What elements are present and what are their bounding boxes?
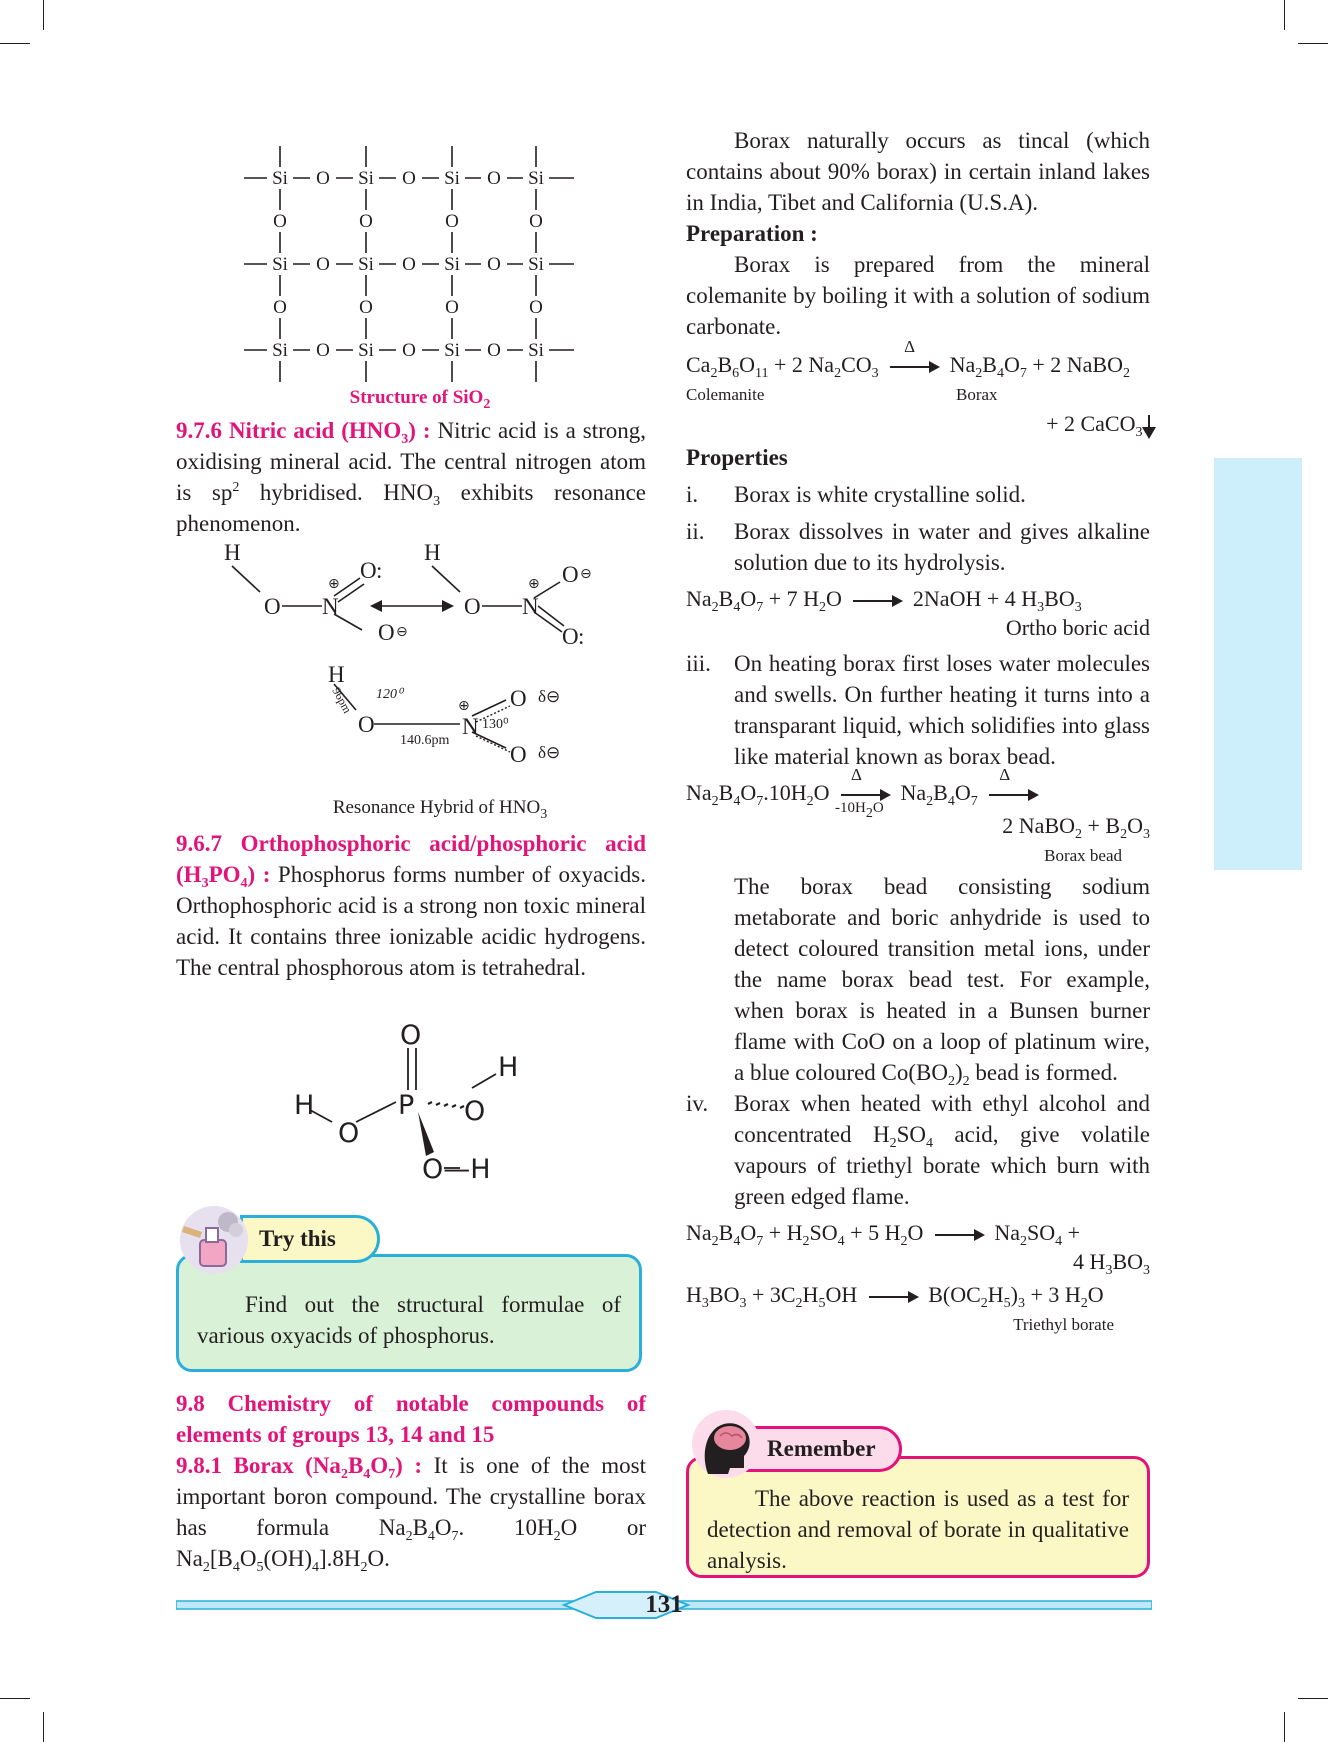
reaction-arrow-icon [989,794,1037,796]
try-this-box [176,1254,642,1372]
property-item [686,479,1150,510]
borax-text-6: [B [209,1546,233,1571]
eq-prep-reactants: $Ca_2B_6O_{11} + 2$ $Na_2CO_3$ [686,352,879,381]
sio2-atom-si: Si [528,168,544,189]
h3po4-atom-o-top: O [400,1020,422,1051]
sio2-atom-o: O [445,211,459,232]
sio2-atom-si: Si [358,168,374,189]
sio2-atom-o: O [402,168,416,189]
borax-bead-paragraph [686,871,1150,1088]
hno3-atom-h1: H [224,540,241,565]
section-98-heading: 9.8 Chemistry of notable compounds of elements of groups 13, 14 and 15 [176,1391,646,1447]
hybrid-atom-o2: O [510,686,527,711]
bead-text-3: bead is formed. [969,1060,1118,1085]
borax-text-10: O. [367,1546,390,1571]
hno3-atom-o4: O [464,594,481,619]
borax-t-s7: 5 [256,1560,264,1575]
borax-text-1: It is one of the most important boron compound. The crystalline borax has formula Na [176,1453,646,1540]
sio2-atom-o: O [359,297,373,318]
sio2-atom-si: Si [528,254,544,275]
preparation-labels [686,379,1150,404]
h3po4-atom-oh: O—H [422,1154,491,1182]
lab-experiment-icon [178,1204,250,1276]
sio2-atom-si: Si [444,254,460,275]
sio2-atom-si: Si [444,168,460,189]
preparation-caco3: + 2 CaCO$_3$ [686,409,1150,438]
p4-text-1: Borax when heated with ethyl alcohol and concentrated H [734,1091,1150,1147]
p4-sub-1: 2 [889,1136,897,1151]
hybrid-atom-o3: O [510,742,527,767]
borax-occurrence-text: Borax naturally occurs as tincal (which contains about 90% borax) in certain inland lakes in India, Tibet and California (U.S.A). [686,128,1150,215]
borax-heading-s3: 7 [388,1467,396,1482]
sio2-atom-si: Si [272,168,288,189]
remember-label: Remember [767,1436,876,1461]
precipitate-arrow-icon [1148,415,1150,437]
sio2-atom-si: Si [444,340,460,361]
property-text: Borax dissolves in water and gives alkaline solution due to its hydrolysis. [734,519,1150,575]
nitric-text-2: hybridised. HNO [239,480,434,505]
borax-t-s2: 4 [427,1529,435,1544]
ester-equation [686,1280,1150,1309]
phosphoric-section [176,828,646,983]
borax-text-4: . 10H [458,1515,554,1540]
sio2-atom-si: Si [358,340,374,361]
sio2-atom-o: O [487,340,501,361]
heating-products: 2 NaBO$_2$ + $B_2O_3$ [1002,813,1150,842]
nitric-heading-text: 9.7.6 Nitric acid (HNO [176,418,402,443]
borax-t-s5: 2 [202,1560,210,1575]
sio2-atom-si: Si [272,340,288,361]
hno3-atom-n1: N [322,594,339,619]
sio2-atom-o: O [316,254,330,275]
nitric-heading-end: ) : [408,418,431,443]
h3po4-atom-o-left: O [338,1118,360,1149]
eq-heat-delta-2: Δ [999,765,1011,784]
hybrid-delta-2: δ⊖ [538,743,561,762]
right-column [686,125,1150,1340]
p4-text-3: acid, give volatile vapours of triethyl borate which burn with green edged flame. [734,1122,1150,1209]
hybrid-bond-oh: 96pm [329,684,355,716]
hybrid-delta-1: δ⊖ [538,687,561,706]
borax-text-9: ].8H [319,1546,361,1571]
hybrid-angle-1: 120⁰ [376,687,403,702]
sio2-atom-o: O [273,297,287,318]
property-item [686,648,1150,772]
hybrid-atom-h: H [328,662,345,687]
reaction-arrow-icon [853,600,901,602]
borax-text-8: (OH) [263,1546,312,1571]
borax-text-3: O [434,1515,452,1540]
borax-text-5: O or Na [176,1515,646,1571]
nitric-text-1: Nitric acid is a strong, oxidising mineral acid. The central nitrogen atom is sp [176,418,646,505]
hno3-atom-o2: O [360,558,377,583]
sio2-atom-o: O [316,168,330,189]
eq-sulfate-reactants: $Na_2B_4O_7 + H_2SO_4 + 5$ $H_2O$ [686,1220,924,1249]
nitric-text-sup: 2 [232,480,240,495]
borax-t-s8: 4 [312,1560,319,1575]
hno3-atom-o1: O [264,594,281,619]
heating-equation [686,765,1150,821]
sio2-atom-o: O [529,211,543,232]
h3po4-structure-diagram [286,1016,546,1182]
eq-sulfate-product: $Na_2SO_4$ + [994,1220,1081,1249]
sio2-atom-o: O [402,340,416,361]
chapter-side-tab [1214,458,1302,870]
hno3-atom-n2: N [522,594,539,619]
crop-mark [1284,0,1285,30]
eq-heat-intermediate: $Na_2B_4O_7$ [900,780,978,809]
property-number: iii. [686,651,711,676]
borax-bead-label: Borax bead [1044,846,1122,865]
bead-text-1: The borax bead consisting sodium metaborate and boric anhydride is used to detect coloured transition metal ions, under the name borax bead test. For example, when borax is heated in a Bunsen burner flame with CoO on a loop of platinum wire, a blue coloured Co(BO [734,874,1150,1085]
phosphoric-heading-3: ) : [247,862,271,887]
ortho-boric-label: Ortho boric acid [1005,615,1150,640]
section-98 [176,1388,646,1574]
remember-text: The above reaction is used as a test for detection and removal of borate in qualitative analysis. [707,1486,1129,1573]
sulfate-products: 4 $H_3BO_3$ [1073,1249,1150,1278]
eq-hydrolysis-reactants: $Na_2B_4O_7 + 7$ $H_2O$ [686,586,842,615]
property-number: i. [686,482,699,507]
sio2-atom-si: Si [528,340,544,361]
sio2-atom-o: O [359,211,373,232]
bead-text-2: ) [954,1060,963,1085]
hybrid-atom-n: N [462,714,479,739]
preparation-heading: Preparation : [686,221,818,246]
crop-mark [0,1698,30,1699]
hno3-plus-charge-icon: ⊕ [328,576,340,592]
reaction-arrow-icon [935,1234,983,1236]
h3po4-atom-h-left: H [294,1090,315,1121]
brain-head-icon [690,1408,762,1480]
hybrid-bond-on: 140.6pm [400,733,450,748]
hybrid-atom-o1: O [358,712,375,737]
phosphoric-paragraph [176,828,646,983]
borax-heading [176,1453,423,1482]
hno3-atom-o5: O [562,562,579,587]
sio2-atom-o: O [487,168,501,189]
property-item [686,1088,1150,1212]
sio2-caption-text: Structure of SiO [349,387,484,408]
bead-sub-1: 2 [947,1074,955,1089]
crop-mark [1298,1698,1328,1699]
label-borax: Borax [956,385,998,404]
eq-hydrolysis-products: 2NaOH + 4 $H_3BO_3$ [912,586,1082,615]
hydrolysis-equation [686,584,1150,613]
hno3-resonance-diagram [210,536,630,656]
borax-t-s9: 2 [360,1560,368,1575]
crop-mark [1284,1712,1285,1742]
sio2-atom-o: O [529,297,543,318]
triethyl-borate-label: Triethyl borate [1013,1315,1114,1334]
eq-ester-reactants: $H_3BO_3 + 3C_2H_5OH$ [686,1282,858,1311]
nitric-acid-paragraph [176,415,646,539]
hybrid-caption-sub: 3 [540,807,548,822]
eq-prep-delta: Δ [904,337,916,356]
hno3-atom-o6: O [562,624,579,649]
hno3-plus-charge-icon: ⊕ [528,576,540,592]
sio2-caption [300,386,540,410]
eq-heat-delta-1: Δ [851,765,862,784]
p4-sub-2: 4 [925,1136,933,1151]
label-colemanite: Colemanite [686,385,765,404]
property-text: Borax is white crystalline solid. [734,482,1026,507]
eq-caco3-text: + 2 CaCO [1046,411,1136,436]
eq-heat-reactant: $Na_2B_4O_7.10H_2O$ [686,780,830,809]
sio2-atom-o: O [445,297,459,318]
phosphoric-text: Phosphorus forms number of oxyacids. Orthophosphoric acid is a strong non toxic mineral acid. It contains three ionizable acidic hydrogens. The central phosphorous atom is tetrahedral. [176,862,646,980]
sulfate-equation [686,1218,1150,1247]
try-this-text: Find out the structural formulae of various oxyacids of phosphorus. [197,1292,621,1348]
phosphoric-heading-sub-1: 3 [201,876,209,891]
p4-text-2: SO [896,1122,926,1147]
eq-prep-products: $Na_2B_4O_7 + 2$ NaBO$_2$ [949,352,1130,381]
h3po4-atom-o-right: O [464,1096,486,1127]
property-number: ii. [686,519,705,544]
preparation-equation [686,337,1150,381]
borax-t-s4: 2 [553,1529,561,1544]
sio2-atom-o: O [487,254,501,275]
hybrid-plus-charge-icon: ⊕ [458,698,470,714]
borax-text-2: B [412,1515,428,1540]
properties-heading: Properties [686,445,788,470]
property-number: iv. [686,1091,709,1116]
borax-heading-s2: 4 [363,1467,371,1482]
crop-mark [0,43,30,44]
sio2-atom-o: O [402,254,416,275]
borax-heading-2: B [347,1453,364,1478]
nitric-text-sub: 3 [433,494,441,509]
borax-heading-3: O [370,1453,389,1478]
borax-t-s1: 2 [405,1529,413,1544]
crop-mark [1298,43,1328,44]
borax-heading-1: 9.8.1 Borax (Na [176,1453,341,1478]
hno3-hybrid-diagram [320,662,580,772]
borax-heading-s1: 2 [340,1467,348,1482]
sio2-atom-o: O [316,340,330,361]
property-item [686,516,1150,578]
borax-intro-paragraph [176,1450,646,1574]
borax-text-7: O [239,1546,257,1571]
try-this-tab [240,1215,380,1263]
phosphoric-heading-2: PO [208,862,241,887]
remember-tab [746,1426,902,1472]
property-text [734,1088,1150,1212]
h3po4-atom-p: P [398,1090,415,1121]
sio2-structure-diagram [240,140,580,392]
nitric-acid-heading [176,418,431,447]
hno3-atom-h2: H [424,540,441,565]
borax-t-s6: 4 [232,1560,240,1575]
crop-mark [43,1712,44,1742]
sio2-atom-si: Si [358,254,374,275]
hybrid-caption-text: Resonance Hybrid of HNO [332,797,541,818]
sio2-caption-sub: 2 [483,397,491,412]
property-text: On heating borax first loses water molecules and swells. On further heating it turns into a transparant liquid, which solidifies into glass like material known as borax bead. [734,651,1150,769]
page-number: 131 [645,1591,683,1618]
hno3-minus-charge-icon: ⊖ [580,566,592,582]
borax-t-s3: 7 [451,1529,459,1544]
borax-heading-4: ) : [395,1453,423,1478]
try-this-label: Try this [259,1226,336,1251]
hno3-minus-charge-icon: ⊖ [396,624,408,640]
hybrid-angle-2: 130⁰ [482,717,509,732]
hno3-colon-1: : [376,558,383,583]
sio2-atom-si: Si [272,254,288,275]
eq-ester-products: $B(OC_2H_5)_3 + 3$ $H_2O$ [928,1282,1104,1311]
bead-sub-2: 2 [962,1074,970,1089]
left-column [176,415,646,539]
reaction-arrow-icon [890,366,938,368]
hno3-hybrid-caption [290,796,590,820]
remember-box [686,1456,1150,1578]
eq-heat-water-loss: $-10H_2O$ [835,800,884,821]
phosphoric-heading-1: 9.6.7 Orthophosphoric acid/phosphoric acid (H [176,831,646,887]
hno3-colon-2: : [578,624,585,649]
reaction-arrow-icon [869,1296,917,1298]
sio2-atom-o: O [273,211,287,232]
nitric-heading-sub: 3 [401,432,409,447]
h3po4-atom-h-right: H [498,1052,519,1083]
hno3-atom-o3: O [378,620,395,645]
crop-mark [43,0,44,30]
phosphoric-heading-sub-2: 4 [240,876,248,891]
nitric-text-3: exhibits resonance phenomenon. [176,480,646,536]
preparation-text: Borax is prepared from the mineral colemanite by boiling it with a solution of sodium carbonate. [686,252,1150,339]
